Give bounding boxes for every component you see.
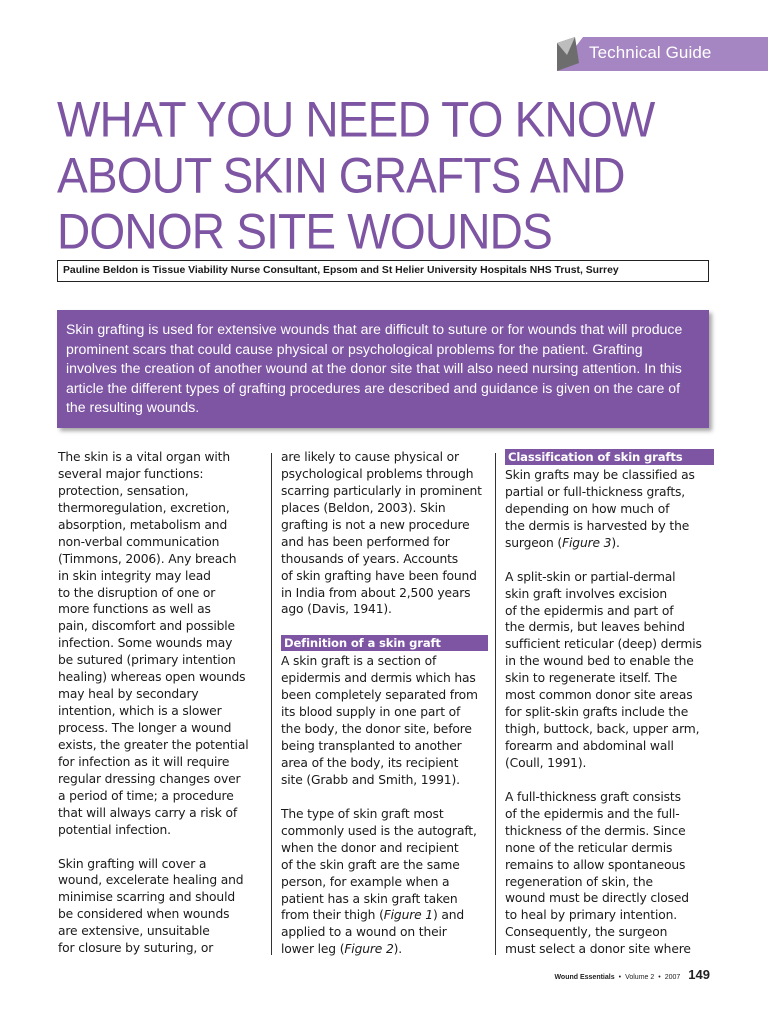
figure-reference: Figure 1 [383, 908, 433, 923]
text-line: in India from about 2,500 years [281, 585, 471, 600]
page-curl-icon [557, 37, 583, 71]
text-line: for closure by suturing, or [58, 941, 214, 956]
text-line: protection, sensation, [58, 483, 189, 498]
column-divider [495, 453, 496, 955]
body-column-2 [281, 449, 487, 958]
text-line: regeneration of skin, the [505, 874, 653, 889]
paragraph [281, 449, 487, 618]
abstract-line: article the different types of grafting procedures are described and guidance is given on the care of [66, 379, 680, 396]
text-line: the dermis is harvested by the [505, 518, 690, 533]
text-fragment: lower leg ( [281, 942, 345, 957]
abstract-line: prominent scars that could cause physical or psychological problems for the patient. Grafting [66, 340, 643, 357]
figure-reference: Figure 3 [562, 535, 612, 550]
text-line: thermoregulation, excretion, [58, 500, 230, 515]
text-fragment: ). [611, 535, 620, 550]
text-line: be sutured (primary intention [58, 653, 236, 668]
section-heading: Classification of skin grafts [505, 449, 714, 465]
text-line: process. The longer a wound [58, 721, 232, 735]
text-fragment: ). [393, 942, 403, 957]
text-line: (Coull, 1991). [505, 755, 587, 770]
text-line: more functions as well as [58, 602, 211, 617]
text-line: are likely to cause physical or [281, 450, 459, 464]
text-line: its blood supply in one part of [281, 705, 461, 720]
article-title [57, 91, 657, 259]
text-line: none of the reticular dermis [505, 840, 673, 855]
text-line: intention, which is a slower [58, 704, 222, 719]
body-column-1 [58, 449, 258, 957]
section-heading: Definition of a skin graft [281, 635, 488, 651]
text-line: The skin is a vital organ with [58, 450, 230, 464]
text-line: of skin grafting have been found [281, 568, 477, 583]
text-line: psychological problems through [281, 466, 474, 481]
paragraph [58, 449, 258, 839]
text-line: absorption, metabolism and [58, 517, 228, 532]
text-line: sufficient reticular (deep) dermis [505, 637, 702, 652]
text-line: depending on how much of [505, 501, 670, 516]
text-line: healing) whereas open wounds [58, 670, 246, 685]
text-line: exists, the greater the potential [58, 737, 249, 752]
text-line: grafting is not a new procedure [281, 517, 470, 532]
footer-separator: • [618, 974, 622, 981]
text-line: may heal by secondary [58, 687, 199, 702]
text-line: The type of skin graft most [281, 806, 444, 821]
text-line: thousands of years. Accounts [281, 551, 459, 566]
author-byline: Pauline Beldon is Tissue Viability Nurse Consultant, Epsom and St Helier University Hospitals NHS Trust, Surrey [57, 260, 709, 282]
abstract-line: involves the creation of another wound at the donor site that will also need nursing attention. In this [66, 360, 682, 376]
text-line: for split-skin grafts include the [505, 705, 689, 720]
paragraph [58, 856, 258, 958]
text-line [281, 941, 487, 958]
text-line: thickness of the dermis. Since [505, 823, 686, 838]
paragraph [505, 467, 711, 552]
text-line: partial or full-thickness grafts, [505, 484, 686, 499]
text-line: minimise scarring and should [58, 890, 235, 905]
text-line: and has been performed for [281, 534, 450, 549]
text-line: skin to regenerate itself. The [505, 671, 678, 686]
text-fragment: surgeon ( [505, 535, 563, 550]
text-line: commonly used is the autograft, [281, 823, 477, 838]
abstract-box [57, 310, 709, 428]
year: 2007 [664, 974, 681, 981]
text-line: infection. Some wounds may [58, 636, 233, 651]
text-line: being transplanted to another [281, 739, 462, 754]
text-line: pain, discomfort and possible [58, 619, 235, 634]
text-line: Skin grafts may be classified as [505, 468, 695, 482]
text-line: places (Beldon, 2003). Skin [281, 500, 446, 515]
text-fragment: ) and [432, 908, 465, 923]
paragraph [505, 789, 711, 958]
text-line: several major functions: [58, 466, 204, 481]
text-line: in the wound bed to enable the [505, 654, 694, 669]
text-line: epidermis and dermis which has [281, 671, 476, 686]
paragraph [505, 569, 711, 772]
text-line: when the donor and recipient [281, 840, 459, 855]
column-divider [271, 453, 272, 955]
text-line: A full-thickness graft consists [505, 789, 681, 804]
abstract-line: Skin grafting is used for extensive wounds that are difficult to suture or for wounds that will produce [66, 321, 683, 337]
text-line: regular dressing changes over [58, 771, 241, 786]
text-line: are extensive, unsuitable [58, 924, 210, 939]
footer-separator: • [658, 974, 661, 981]
text-line: remains to allow spontaneous [505, 857, 686, 872]
text-line: Consequently, the surgeon [505, 925, 668, 940]
text-line: patient has a skin graft taken [281, 891, 458, 906]
text-line: site (Grabb and Smith, 1991). [281, 772, 460, 787]
volume: Volume 2 [625, 974, 655, 981]
text-line: non-verbal communication [58, 534, 220, 549]
text-fragment: from their thigh ( [281, 908, 384, 923]
text-line: the body, the donor site, before [281, 722, 472, 737]
text-line: of the epidermis and the full- [505, 806, 680, 821]
abstract-line: the resulting wounds. [66, 399, 200, 415]
page-footer [554, 967, 710, 982]
text-line: been completely separated from [281, 688, 478, 703]
text-line: to heal by primary intention. [505, 908, 678, 923]
text-line: ago (Davis, 1941). [281, 602, 392, 617]
text-line: of the epidermis and part of [505, 603, 674, 618]
text-line: A skin graft is a section of [281, 654, 437, 669]
title-line: ABOUT SKIN GRAFTS AND [57, 147, 625, 204]
text-line: for infection as it will require [58, 754, 230, 769]
text-line: the dermis, but leaves behind [505, 620, 685, 635]
text-line: applied to a wound on their [281, 925, 447, 940]
figure-reference: Figure 2 [344, 942, 394, 957]
text-line [281, 907, 487, 924]
title-line: DONOR SITE WOUNDS [57, 203, 552, 260]
text-line: A split-skin or partial-dermal [505, 569, 676, 584]
text-line: in skin integrity may lead [58, 568, 211, 583]
text-line: wound must be directly closed [505, 891, 689, 906]
text-line: Skin grafting will cover a [58, 856, 207, 871]
text-line: be considered when wounds [58, 907, 230, 922]
text-line: person, for example when a [281, 874, 450, 889]
text-line: thigh, buttock, back, upper arm, [505, 722, 700, 737]
section-tab-label: Technical Guide [589, 43, 712, 62]
text-line: area of the body, its recipient [281, 756, 459, 770]
text-line: forearm and abdominal wall [505, 739, 674, 753]
paragraph [281, 806, 487, 958]
text-line: skin graft involves excision [505, 586, 668, 601]
text-line: that will always carry a risk of [58, 805, 238, 820]
text-line [505, 535, 711, 552]
text-line: potential infection. [58, 822, 171, 837]
text-line: (Timmons, 2006). Any breach [58, 551, 237, 566]
title-line: WHAT YOU NEED TO KNOW [57, 91, 655, 148]
text-line: to the disruption of one or [58, 585, 216, 600]
text-line: of the skin graft are the same [281, 857, 460, 872]
body-column-3 [505, 449, 711, 958]
paragraph [281, 653, 487, 789]
journal-name: Wound Essentials [554, 974, 615, 981]
section-tab [557, 37, 768, 71]
page-number: 149 [688, 967, 710, 982]
text-line: most common donor site areas [505, 688, 693, 703]
text-line: must select a donor site where [505, 942, 691, 957]
text-line: wound, excelerate healing and [58, 873, 244, 888]
text-line: a period of time; a procedure [58, 788, 234, 803]
text-line: scarring particularly in prominent [281, 483, 482, 498]
